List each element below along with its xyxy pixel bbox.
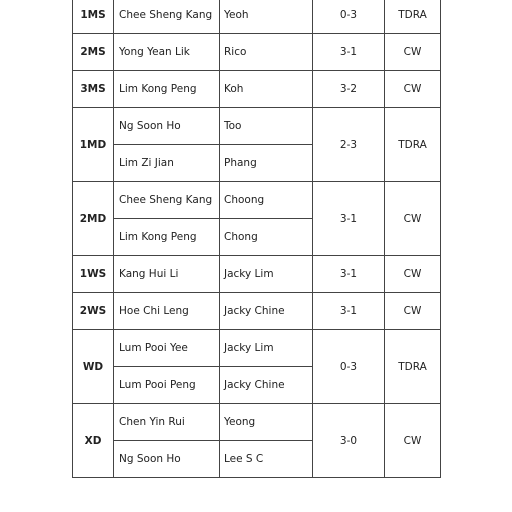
table-row (73, 182, 441, 219)
opponent-cell: Jacky Chine (220, 367, 313, 404)
opponent-cell: Lee S C (220, 441, 313, 478)
winner-cell: CW (385, 71, 441, 108)
table-row (73, 34, 441, 71)
table-row (73, 330, 441, 367)
opponent-cell: Rico (220, 34, 313, 71)
event-cell: 3MS (73, 71, 114, 108)
event-cell: 2MD (73, 182, 114, 256)
player-cell: Lum Pooi Yee (114, 330, 220, 367)
player-cell: Chee Sheng Kang (114, 0, 220, 34)
event-cell: 2MS (73, 34, 114, 71)
player-cell: Lim Kong Peng (114, 219, 220, 256)
winner-cell: TDRA (385, 0, 441, 34)
opponent-cell: Yeoh (220, 0, 313, 34)
opponent-cell: Jacky Lim (220, 330, 313, 367)
winner-cell: CW (385, 293, 441, 330)
opponent-cell: Chong (220, 219, 313, 256)
opponent-cell: Jacky Chine (220, 293, 313, 330)
player-cell: Hoe Chi Leng (114, 293, 220, 330)
score-cell: 2-3 (313, 108, 385, 182)
opponent-cell: Jacky Lim (220, 256, 313, 293)
table-row (73, 108, 441, 145)
score-cell: 3-1 (313, 256, 385, 293)
table-row (73, 0, 441, 34)
table-row (73, 71, 441, 108)
player-cell: Ng Soon Ho (114, 108, 220, 145)
opponent-cell: Yeong (220, 404, 313, 441)
player-cell: Yong Yean Lik (114, 34, 220, 71)
winner-cell: CW (385, 34, 441, 71)
event-cell: 2WS (73, 293, 114, 330)
score-cell: 3-0 (313, 404, 385, 478)
winner-cell: TDRA (385, 330, 441, 404)
score-cell: 3-1 (313, 34, 385, 71)
opponent-cell: Koh (220, 71, 313, 108)
winner-cell: CW (385, 182, 441, 256)
player-cell: Lim Zi Jian (114, 145, 220, 182)
event-cell: 1WS (73, 256, 114, 293)
player-cell: Kang Hui Li (114, 256, 220, 293)
results-table (72, 0, 441, 478)
winner-cell: CW (385, 256, 441, 293)
event-cell: 1MD (73, 108, 114, 182)
player-cell: Lum Pooi Peng (114, 367, 220, 404)
winner-cell: CW (385, 404, 441, 478)
winner-cell: TDRA (385, 108, 441, 182)
score-cell: 0-3 (313, 0, 385, 34)
player-cell: Lim Kong Peng (114, 71, 220, 108)
event-cell: WD (73, 330, 114, 404)
table-row (73, 293, 441, 330)
score-cell: 3-1 (313, 293, 385, 330)
player-cell: Chen Yin Rui (114, 404, 220, 441)
player-cell: Chee Sheng Kang (114, 182, 220, 219)
opponent-cell: Phang (220, 145, 313, 182)
table-row (73, 404, 441, 441)
table-row (73, 256, 441, 293)
score-cell: 3-2 (313, 71, 385, 108)
opponent-cell: Choong (220, 182, 313, 219)
opponent-cell: Too (220, 108, 313, 145)
score-cell: 3-1 (313, 182, 385, 256)
event-cell: 1MS (73, 0, 114, 34)
player-cell: Ng Soon Ho (114, 441, 220, 478)
score-cell: 0-3 (313, 330, 385, 404)
event-cell: XD (73, 404, 114, 478)
